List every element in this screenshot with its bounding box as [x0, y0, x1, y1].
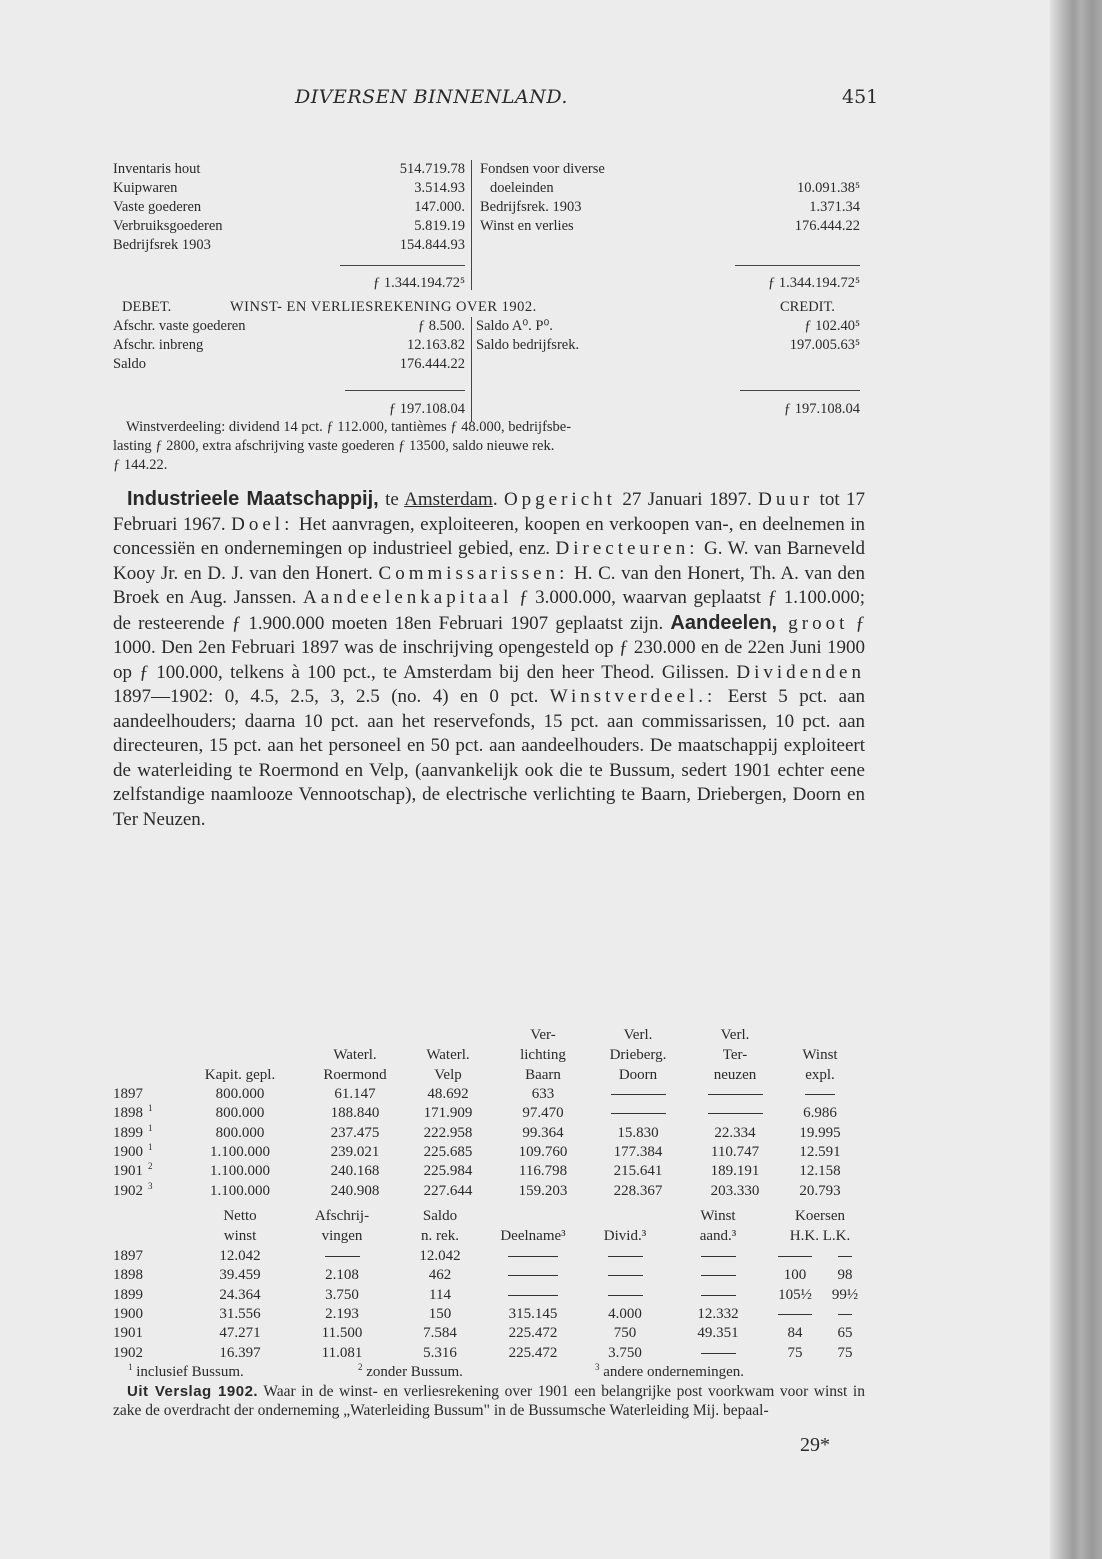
label-doel: Doel:	[231, 513, 294, 535]
table-cell: 239.021	[330, 1143, 380, 1160]
column-divider	[471, 160, 472, 290]
table-cell: 189.191	[710, 1163, 760, 1180]
table-cell: 97.470	[522, 1105, 564, 1122]
row-year: 1898	[113, 1267, 143, 1284]
table-header: Winst	[700, 1208, 736, 1224]
table-header: Drieberg.	[609, 1047, 667, 1063]
table-cell: 240.168	[330, 1163, 380, 1180]
table-cell: 22.334	[714, 1124, 756, 1141]
footnote-2: $^2$ zonder Bussum.	[358, 1362, 463, 1380]
balance-left-label: Inventaris hout	[113, 161, 201, 177]
empty-dash	[608, 1275, 643, 1276]
table-cell: 98	[837, 1267, 853, 1284]
table-header: Velp	[434, 1067, 462, 1083]
balance-left-value: 147.000.	[414, 199, 465, 215]
table-cell: 19.995	[799, 1124, 841, 1141]
pl-right-label: Saldo A⁰. P⁰.	[476, 318, 553, 334]
table-cell: 99½	[831, 1286, 859, 1303]
table-cell: 110.747	[710, 1143, 760, 1160]
pl-total-right: ƒ 197.108.04	[783, 401, 860, 417]
row-year: 1899	[113, 1286, 143, 1303]
empty-dash	[701, 1353, 736, 1354]
label-winstverdeel: Winstverdeel.:	[549, 686, 717, 707]
empty-dash	[325, 1256, 360, 1257]
table-cell: 462	[428, 1267, 452, 1284]
table-cell	[590, 1248, 660, 1265]
pl-left-value: 176.444.22	[399, 356, 465, 372]
balance-right-value: 10.091.38⁵	[796, 180, 860, 196]
table-cell	[692, 1086, 778, 1103]
winstverdeeling-line: ƒ 144.22.	[113, 457, 168, 473]
table-header: neuzen	[713, 1067, 757, 1083]
label-aandeelen: Aandeelen,	[670, 611, 778, 634]
table-cell	[478, 1267, 588, 1284]
table-cell: 225.984	[423, 1163, 473, 1180]
table-cell: 2.108	[325, 1267, 359, 1284]
row-year: 1899	[113, 1124, 143, 1141]
text: ƒ 3.000.000, waarvan geplaatst ƒ 1.100.000; de resteerende ƒ 1.900.000 moeten 18en Februari 1907 geplaatst zijn.	[113, 587, 866, 634]
table-cell: 11.081	[321, 1344, 363, 1361]
table-header: Baarn	[525, 1067, 561, 1083]
table-cell: 3.750	[325, 1286, 359, 1303]
total-rule	[345, 390, 465, 391]
balance-left-value: 3.514.93	[414, 180, 465, 196]
table-cell	[590, 1267, 660, 1284]
table-cell: 150	[428, 1305, 452, 1322]
text: 1897—1902: 0, 4.5, 2.5, 3, 2.5 (no. 4) en 0 pct.	[113, 686, 550, 707]
balance-right-label: Winst en verlies	[480, 218, 574, 234]
table-cell	[595, 1086, 681, 1103]
column-divider	[471, 317, 472, 422]
table-header: aand.³	[699, 1228, 737, 1244]
text: ƒ 1000. Den 2en Februari 1897 was de inschrijving opengesteld op ƒ 230.000 en de 22en Juni 1900 op ƒ 100.000, telkens à 100 pct., te Amsterdam bij den heer Theod. Gilissen.	[113, 612, 866, 683]
pl-left-label: Saldo	[113, 356, 147, 372]
table-cell	[825, 1248, 865, 1265]
table-cell: 20.793	[799, 1182, 841, 1199]
table-cell: 6.986	[803, 1105, 837, 1122]
label-kapitaal: Aandeelenkapitaal	[303, 587, 513, 608]
table-cell	[765, 1306, 825, 1323]
balance-total-left: ƒ 1.344.194.72⁵	[372, 275, 465, 291]
empty-dash	[838, 1256, 852, 1257]
table-cell	[678, 1345, 758, 1362]
table-cell	[678, 1248, 758, 1265]
table-cell: 75	[837, 1344, 853, 1361]
balance-right-label: Fondsen voor diverse	[480, 161, 605, 177]
page-number: 451	[842, 86, 879, 108]
table-header: vingen	[321, 1228, 363, 1244]
table-cell: 800.000	[215, 1086, 265, 1102]
table-cell	[478, 1248, 588, 1265]
table-cell: 5.316	[423, 1344, 457, 1361]
label-commissarissen: Commissarissen:	[378, 562, 569, 584]
table-cell: 12.158	[799, 1163, 841, 1180]
table-cell: 203.330	[710, 1182, 760, 1199]
balance-left-label: Verbruiksgoederen	[113, 218, 223, 234]
table-cell	[777, 1086, 863, 1103]
table-cell: 48.692	[427, 1086, 469, 1102]
table-cell: 171.909	[423, 1105, 473, 1122]
balance-left-value: 154.844.93	[399, 237, 465, 253]
table-cell: 800.000	[215, 1124, 265, 1141]
balance-right-value: 1.371.34	[809, 199, 860, 215]
text: te	[378, 489, 405, 510]
footnote-ref: 1	[148, 1122, 153, 1133]
table-header: Roermond	[323, 1067, 387, 1083]
empty-dash	[708, 1113, 763, 1114]
table-cell: 24.364	[219, 1286, 261, 1303]
row-year: 1900	[113, 1143, 143, 1160]
total-rule	[735, 265, 860, 266]
empty-dash	[701, 1256, 736, 1257]
table-cell: 188.840	[330, 1105, 380, 1122]
footnote-ref: 3	[148, 1180, 153, 1191]
empty-dash	[508, 1295, 558, 1296]
table-cell: 215.641	[613, 1163, 663, 1180]
table-cell	[692, 1105, 778, 1122]
table-header: Ver-	[530, 1027, 556, 1043]
table-cell: 159.203	[518, 1182, 568, 1199]
table-cell: 2.193	[325, 1305, 359, 1322]
table-cell: 12.042	[419, 1248, 461, 1264]
company-description	[113, 487, 865, 832]
table-cell: 75	[787, 1344, 803, 1361]
table-cell	[825, 1306, 865, 1323]
table-cell: 11.500	[321, 1325, 363, 1342]
pl-right-label: Saldo bedrijfsrek.	[476, 337, 580, 353]
pl-title: WINST- EN VERLIESREKENING OVER 1902.	[230, 299, 537, 315]
pl-left-value: 12.163.82	[407, 337, 465, 353]
table-cell	[678, 1287, 758, 1304]
table-cell: 84	[787, 1325, 803, 1342]
table-header: Netto	[223, 1208, 257, 1224]
empty-dash	[611, 1094, 666, 1095]
table-header: H.K. L.K.	[789, 1228, 851, 1244]
empty-dash	[608, 1295, 643, 1296]
table-cell: 800.000	[215, 1105, 265, 1122]
table-cell: 116.798	[518, 1163, 568, 1180]
table-cell	[595, 1105, 681, 1122]
table-cell	[590, 1287, 660, 1304]
table-cell: 315.145	[508, 1305, 558, 1322]
table-cell	[297, 1248, 387, 1265]
label-directeuren: Directeuren:	[555, 538, 699, 559]
row-year: 1902	[113, 1344, 143, 1361]
table-cell: 750	[613, 1325, 637, 1342]
table-cell: 237.475	[330, 1124, 380, 1141]
table-header: Saldo	[422, 1208, 458, 1224]
empty-dash	[508, 1256, 558, 1257]
table-cell: 3.750	[608, 1344, 642, 1361]
row-year: 1897	[113, 1248, 143, 1264]
footnote-ref: 1	[148, 1103, 153, 1114]
table-cell: 222.958	[423, 1124, 473, 1141]
table-header: winst	[223, 1228, 257, 1244]
balance-left-value: 5.819.19	[414, 218, 465, 234]
empty-dash	[708, 1094, 763, 1095]
total-rule	[740, 390, 860, 391]
table-cell: 228.367	[613, 1182, 663, 1199]
verslag-label: Uit Verslag 1902.	[127, 1383, 259, 1400]
verslag-text: Waar in de winst- en verliesrekening over 1901 een belangrijke post voorkwam voor winst in zake de overdracht der onderneming „Waterleiding Bussum" in de Bussumsche Waterleiding Mij. bepaal-	[113, 1383, 865, 1419]
table-cell: 114	[429, 1286, 451, 1303]
text: Het aanvragen, exploiteeren, koopen en verkoopen van-, en deelnemen in concessiën en ondernemingen op industrieel gebied, enz.	[113, 513, 865, 559]
book-page-edge	[1050, 0, 1102, 1559]
signature-mark: 29*	[800, 1434, 830, 1456]
table-header: Verl.	[720, 1027, 750, 1043]
running-header-title: DIVERSEN BINNENLAND.	[295, 86, 568, 108]
footnote-ref: 1	[148, 1141, 153, 1152]
table-cell: 12.591	[799, 1143, 841, 1160]
empty-dash	[778, 1314, 812, 1315]
empty-dash	[608, 1256, 643, 1257]
text: G. W. van Barneveld Kooy Jr. en D. J. van den Honert.	[113, 538, 865, 584]
empty-dash	[508, 1275, 558, 1276]
footnote-3: $^3$ andere ondernemingen.	[595, 1362, 745, 1380]
table-header: Doorn	[618, 1067, 658, 1083]
table-header: Winst	[802, 1047, 838, 1063]
table-cell: 105½	[778, 1286, 812, 1303]
pl-left-label: Afschr. vaste goederen	[113, 318, 246, 334]
text: .	[492, 489, 504, 510]
table-header: expl.	[805, 1067, 835, 1083]
label-opgericht: Opgericht	[503, 489, 616, 510]
label-groot: groot	[777, 612, 849, 634]
empty-dash	[611, 1113, 666, 1114]
table-cell: 4.000	[608, 1305, 642, 1322]
footnote-text: zonder Bussum.	[366, 1364, 463, 1380]
table-header: Verl.	[623, 1027, 653, 1043]
footnote-text: andere ondernemingen.	[603, 1364, 745, 1380]
table-header: lichting	[520, 1047, 566, 1063]
text: Eerst 5 pct. aan aandeelhouders; daarna 10 pct. aan het reservefonds, 15 pct. aan commissarissen, 10 pct. aan directeuren, 15 pct. aan het personeel en 50 pct. aan aandeelhouders. De maatschappij exploiteert de waterleiding te Roermond en Velp, (aanvankelijk ook die te Bussum, sedert 1901 echter eene zelfstandige naamlooze Vennootschap), de electrische verlichting te Baarn, Driebergen, Doorn en Ter Neuzen.	[113, 686, 866, 830]
table-header: Waterl.	[426, 1047, 470, 1063]
row-year: 1898	[113, 1105, 143, 1122]
footnote-ref: 2	[148, 1161, 153, 1172]
balance-left-label: Vaste goederen	[113, 199, 202, 215]
verslag-paragraph	[113, 1382, 865, 1420]
table-cell: 39.459	[219, 1267, 261, 1284]
row-year: 1901	[113, 1325, 143, 1342]
footnote-text: inclusief Bussum.	[136, 1364, 244, 1380]
empty-dash	[701, 1295, 736, 1296]
table-cell: 16.397	[219, 1344, 261, 1361]
pl-left-label: Afschr. inbreng	[113, 337, 204, 353]
empty-dash	[838, 1314, 852, 1315]
table-cell: 227.644	[423, 1182, 473, 1199]
empty-dash	[805, 1094, 835, 1095]
table-cell: 99.364	[522, 1124, 564, 1141]
debet-heading: DEBET.	[122, 299, 172, 315]
pl-right-value: ƒ 102.40⁵	[804, 318, 860, 334]
row-year: 1897	[113, 1086, 143, 1102]
balance-left-label: Bedrijfsrek 1903	[113, 237, 211, 253]
table-cell: 1.100.000	[210, 1163, 270, 1180]
table-cell: 225.472	[508, 1325, 558, 1342]
text: H. C. van den Honert, Th. A. van den Broek en Aug. Janssen.	[113, 562, 865, 608]
label-dividenden: Dividenden	[736, 661, 865, 683]
empty-dash	[778, 1256, 812, 1257]
label-duur: Duur	[758, 489, 814, 510]
table-header: Ter-	[722, 1047, 748, 1063]
pl-right-value: 197.005.63⁵	[789, 337, 860, 353]
table-cell: 15.830	[617, 1124, 659, 1141]
table-cell: 12.042	[219, 1248, 261, 1264]
table-cell	[478, 1287, 588, 1304]
table-cell: 633	[531, 1086, 555, 1102]
balance-left-value: 514.719.78	[399, 161, 465, 177]
table-cell: 12.332	[697, 1305, 739, 1322]
table-cell	[765, 1248, 825, 1265]
table-header: Divid.³	[603, 1228, 647, 1244]
company-city: Amsterdam	[404, 489, 493, 510]
row-year: 1902	[113, 1182, 143, 1199]
table-cell: 7.584	[423, 1325, 457, 1342]
total-rule	[340, 265, 465, 266]
company-name: Industrieele Maatschappij,	[127, 488, 379, 510]
table-cell: 225.472	[508, 1344, 558, 1361]
table-cell: 49.351	[697, 1325, 739, 1342]
winstverdeeling-line: Winstverdeeling: dividend 14 pct. ƒ 112.000, tantièmes ƒ 48.000, bedrijfsbe-	[126, 419, 572, 435]
balance-right-label: Bedrijfsrek. 1903	[480, 199, 582, 215]
pl-total-left: ƒ 197.108.04	[388, 401, 465, 417]
table-header: Kapit. gepl.	[204, 1067, 276, 1083]
table-cell: 65	[837, 1325, 853, 1342]
table-header: n. rek.	[421, 1228, 459, 1244]
table-cell: 31.556	[219, 1305, 261, 1322]
table-cell	[678, 1267, 758, 1284]
table-cell: 177.384	[613, 1143, 663, 1160]
table-cell: 1.100.000	[210, 1182, 270, 1199]
row-year: 1900	[113, 1305, 143, 1322]
credit-heading: CREDIT.	[780, 299, 835, 315]
table-cell: 240.908	[330, 1182, 380, 1199]
empty-dash	[701, 1275, 736, 1276]
table-header: Afschrij-	[314, 1208, 370, 1224]
table-cell: 47.271	[219, 1325, 261, 1342]
table-cell: 61.147	[334, 1086, 376, 1102]
balance-right-label: doeleinden	[490, 180, 554, 196]
table-cell: 109.760	[518, 1143, 568, 1160]
balance-total-right: ƒ 1.344.194.72⁵	[767, 275, 860, 291]
table-header: Waterl.	[333, 1047, 377, 1063]
table-header: Koersen	[795, 1208, 845, 1224]
row-year: 1901	[113, 1163, 143, 1180]
table-cell: 100	[783, 1267, 807, 1284]
table-cell: 1.100.000	[210, 1143, 270, 1160]
winstverdeeling-line: lasting ƒ 2800, extra afschrijving vaste goederen ƒ 13500, saldo nieuwe rek.	[113, 438, 555, 454]
text: tot 17 Februari 1967.	[113, 489, 866, 535]
footnote-1: $^1$ inclusief Bussum.	[128, 1362, 244, 1380]
table-cell: 225.685	[423, 1143, 473, 1160]
balance-left-label: Kuipwaren	[113, 180, 178, 196]
text: 27 Januari 1897.	[615, 489, 759, 510]
pl-left-value: ƒ 8.500.	[417, 318, 465, 334]
balance-right-value: 176.444.22	[794, 218, 860, 234]
table-header: Deelname³	[500, 1228, 566, 1244]
